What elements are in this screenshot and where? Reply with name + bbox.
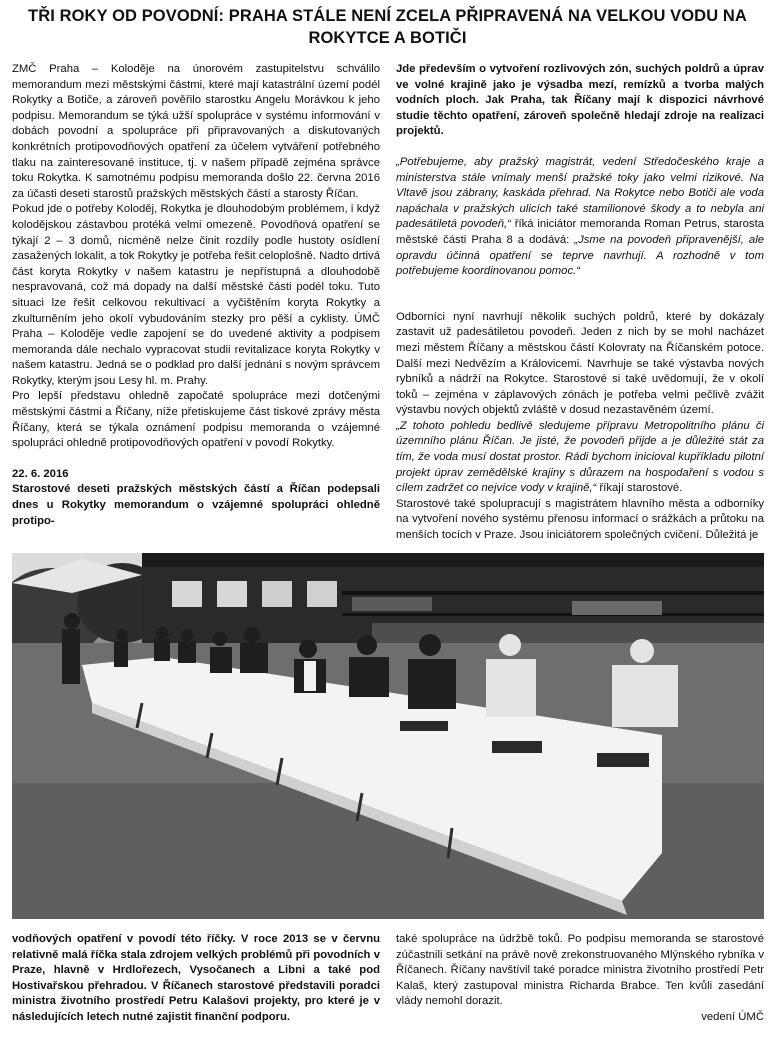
press-release-date: 22. 6. 2016: [12, 467, 69, 480]
paragraph-information-system: Starostové také spolupracují s magistrátem hlavního města a odborníky na vytvoření nového systému přenosu informací o srážkách a průtoku na menších tocích v Praze. Jsou iniciátorem společných cvičení. Důležitá je: [396, 497, 764, 542]
paragraph-cooperation: Pro lepší představu ohledně započaté spolupráce mezi dotčenými městskými částmi a Říčany, níže přetiskujeme část tiskové zprávy města Říčany, která se týkala oznámení podpisu memoranda o vzájemné spolupráci ohledně protipovodňových opatření v povodí Rokytky.: [12, 390, 380, 450]
photo-illustration: [12, 553, 764, 919]
paragraph-quote-petrus: [396, 155, 764, 280]
quote-petrus: „Potřebujeme, aby pražský magistrát, vedení Středočeského kraje a ministerstva stále vnímaly menší pražské toky jako velmi rizikové. Na Vltavě jsou zábrany, kaskáda přehrad. Na Rokytce nebo Botiči ale voda napáchala v pražských ulicích také stamilionové škody a to nebyla ani padesátiletá povodeň,“: [396, 155, 764, 231]
column-1: [12, 62, 380, 529]
quote-petrus-attribution: říká iniciátor memoranda Roman Petrus, starosta městské části Praha 8 a dodává:: [396, 218, 765, 246]
signing-ceremony-photo: [12, 553, 764, 919]
paragraph-experts: Odborníci nyní navrhují několik suchých poldrů, které by dokázaly zastavit už padesátiletou povodeň. Jeden z nich by se mohl nacházet mezi městem Říčany a městskou částí Kolovraty na Říčanském potoce. Další mezi Nedvězím a Královicemi. Navrhuje se také výstavba nových rybníků a nádrží na Rokytce. Starostové si také uvědomují, že v okolí toků – zejména v záplavových zónách je potřeba velmi pečlivě zvážit výstavbu nových objektů zvláště v dosud nezastavěném území.: [396, 310, 764, 417]
quote-mayors: „Z tohoto pohledu bedlivě sledujeme přípravu Metropolitního plánu či územního plánu Říčan. Je jisté, že povodeň přijde a je důležité stát za tím, že voda musí dostat prostor. Rádi bychom inicioval kupříkladu pilotní projekt úprav zemědělské krajiny s důrazem na hospodaření s vodou s cílem zadržet co nejvíce vody v krajině,“: [396, 419, 764, 495]
paragraph-quote-mayors: [396, 419, 764, 497]
press-release-lead-end: vodňových opatření v povodí této říčky. V roce 2013 se v červnu relativně malá říčka stala zdrojem velkých problémů při povodních v Praze, hlavně v Hrdlořezech, Vysočanech a Libni a také pod Hostivařskou přehradou. V Říčanech starostové představili poradci ministra životního prostředí Petru Kalašovi projekty, pro které je v následujících letech nutné zajistit finanční podporu.: [12, 933, 380, 1023]
article-title: TŘI ROKY OD POVODNÍ: PRAHA STÁLE NENÍ ZCELA PŘIPRAVENÁ NA VELKOU VODU NA ROKYTCE A BOTIČI: [28, 7, 747, 47]
column-2: [396, 62, 764, 544]
paragraph-kolodeje: Pokud jde o potřeby Koloděj, Rokytka je dlouhodobým problémem, i když kolodějskou zástavbou protéká velmi omezeně. Povodňová opatření se týkají 2 – 3 domů, nicméně nelze činit rozdíly podle hustoty osídlení zasažených lokalit, a tok Rokytky je potřeba řešit celoplošně. Nadto drtivá část koryta Rokytky v našem katastru je nepřístupná a dlouhodobě nespravovaná, což má dopady na další městské části podél toku. Tuto situaci lze řešit celkovou rekultivací a vyčištěním koryta Rokytky a zkulturněním jeho okolí vybudováním stezky pro pěší a cyklisty. ÚMČ Praha – Koloděje vedle zapojení se do uvedené aktivity a podpisem memoranda dále nechalo vypracovat studii revitalizace koryta Rokytky v našem katastru. Jedná se o podklad pro další jednání s novým správcem Rokytky, kterým jsou Lesy hl. m. Prahy.: [12, 203, 380, 387]
paragraph-maintenance: také spolupráce na údržbě toků. Po podpisu memoranda se starostové zúčastnili setkání na právě nově zrekonstruovaného Mlýnského rybníka v Říčanech. Říčany navštívil také poradce ministra životního prostředí Petr Kalaš, který zastupoval ministra Richarda Brabce. Ten kvůli zasedání vlády nemohl dorazit.: [396, 933, 764, 1008]
signoff: vedení ÚMČ: [701, 1010, 764, 1023]
press-release-lead: Starostové deseti pražských městských částí a Říčan podepsali dnes u Rokytky memorandum o vzájemné spolupráci ohledně protipo-: [12, 483, 380, 527]
quote-mayors-attribution: říkají starostové.: [596, 482, 683, 495]
press-release-lead-continued: Jde především o vytvoření rozlivových zón, suchých poldrů a úprav ve volné krajině jako je výsadba mezí, remízků a tvorba malých vodních ploch. Jak Praha, tak Říčany mají k dispozici návrhové studie těchto opatření, zároveň společně hledají zdroje na realizaci projektů.: [396, 63, 764, 138]
column-4: [396, 932, 764, 1026]
paragraph-intro: ZMČ Praha – Koloděje na únorovém zastupitelstvu schválilo memorandum mezi městskými částmi, které mají katastrální území podél Rokytky a Botiče, a zároveň pověřilo starostku Angelu Morávkou k jeho podpisu. Memorandum se týká užší spolupráce v systému informování v dobách povodní a spolupráce při připravovaných a diskutovaných konkrétních protipovodňových opatření za účelem vytváření potřebného tlaku na zainteresované instituce, tj. v našem případě zejména správce toku Rokytka. K samotnému podpisu memoranda došlo 22. června 2016 za účasti deseti starostů pražských městských částí a starosty Říčan.: [12, 63, 380, 200]
quote-petrus-continued: „Jsme na povodeň připravenější, ale opravdu účinná opatření se teprve navrhují. A rozhodně v tom potřebujeme koordinovanou pomoc.“: [396, 233, 764, 278]
column-3: [12, 932, 380, 1026]
